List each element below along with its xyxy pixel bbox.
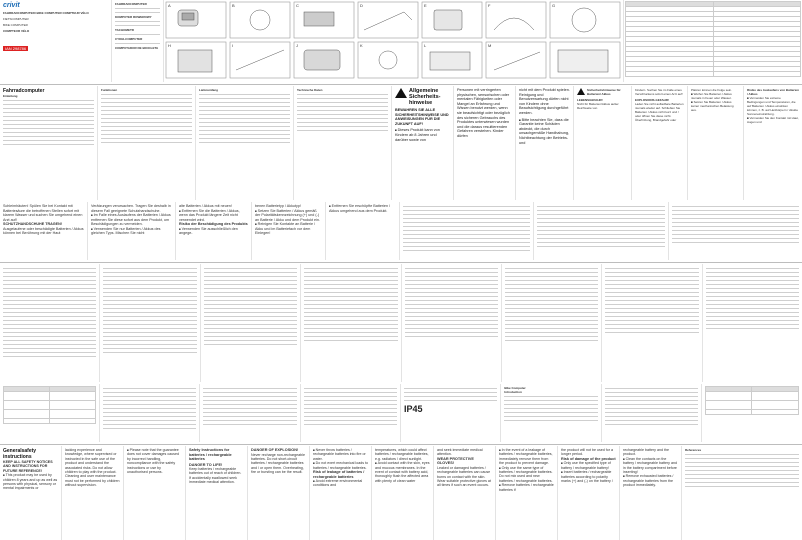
mid-col-7 [534, 202, 668, 260]
de-tech-heading: Technische Daten [297, 88, 323, 92]
cover-section-1: FIETSCOMPUTER [3, 17, 29, 21]
mid-col5: ■ Entfernen Sie erschöpfte Batterien / Akkus umgehend aus dem Produkt. [329, 204, 396, 213]
en-col-10 [558, 446, 620, 540]
mid-schutz-text: Ausgelaufene oder beschädigte Batterien / Akkus können bei Berührung mit der Haut [3, 226, 84, 235]
mid-col-2 [88, 202, 176, 260]
mid-col3c: ■ Verwenden Sie ausschließlich den angege- [179, 227, 248, 236]
fig-label-m: M [488, 43, 492, 48]
battery-risk-title: Risiko des Auslaufens von Batterien / Akkus [747, 88, 799, 96]
en-specified: ■ Only use the specified type of battery / rechargeable battery! [561, 461, 616, 470]
de-delivery-heading: Lieferumfang [199, 88, 219, 92]
spec-table [625, 1, 801, 77]
english-row [0, 446, 802, 540]
dense-col-8 [703, 264, 802, 382]
en-clean: ■ Clean the contacts on the battery / rechargeable battery and in the battery compartment before inserting! [623, 457, 678, 475]
figure-grid [164, 0, 624, 82]
en-avoid: ■ Avoid contact with the skin, eyes and mucous membranes. In the event of contact with battery acid, thoroughly flush the affected area with plenty of clean water [375, 461, 430, 483]
de-col-2 [98, 86, 196, 200]
fig-label-b: B [232, 3, 235, 8]
fig-label-l: L [424, 43, 427, 48]
en-general-bullet: ■ This product may be used by children 8 years and up as well as persons with physical, sensory or mental impairments or [3, 473, 58, 491]
mid-col4: benen Batterietyp / Akkutyp! [255, 204, 301, 208]
de-subheading: Einleitung [3, 94, 18, 98]
en-gloves: WEAR PROTECTIVE GLOVES! [437, 456, 474, 466]
trouble-table [3, 386, 96, 424]
mid-col-6 [400, 202, 534, 260]
en-col-1 [0, 446, 62, 540]
fig-label-k: K [360, 43, 363, 48]
spec-table-panel [624, 0, 802, 82]
tables-col-5 [401, 384, 501, 442]
tables-col-7 [602, 384, 702, 442]
trouble-table-panel [0, 384, 100, 442]
en-col-12 [682, 446, 802, 540]
dense-col-2 [100, 264, 200, 382]
en-leak-title: Risk of leakage of batteries / rechargeable batteries [313, 470, 365, 479]
en-col-4 [186, 446, 248, 540]
lang-item-4: CYKELCOMPUTER [115, 37, 143, 41]
fig-label-f: F [488, 3, 491, 8]
figures-area [164, 0, 624, 82]
dense-col-3 [201, 264, 301, 382]
en-safety-rech-title: Safety Instructions for batteries / rechargeable batteries [189, 448, 232, 461]
figure-row [0, 0, 802, 82]
en-col-8 [434, 446, 496, 540]
cover-panel [0, 0, 112, 82]
tables-row [0, 384, 802, 442]
en-explosion: DANGER OF EXPLOSION! [251, 448, 299, 452]
mid-col-1 [0, 202, 88, 260]
en-col-5 [248, 446, 310, 540]
battery-fire: ■ Werfen Sie Batterien / Akkus niemals in Feuer oder Wasser. [691, 92, 740, 100]
divider-2 [0, 262, 802, 263]
tables-col-3 [200, 384, 300, 442]
safety-title: Allgemeine Sicherheits-hinweise [409, 88, 441, 106]
german-top-row [0, 86, 802, 200]
divider-3 [0, 444, 802, 445]
dense-col-6 [502, 264, 602, 382]
en-leak-text: ■ Avoid extreme environmental conditions and [313, 479, 368, 488]
fig-label-i: I [232, 43, 234, 48]
dense-col-7 [602, 264, 702, 382]
safety-bullet: ■ Dieses Produkt kann von Kindern ab 8 Jahren und darüber sowie von [395, 128, 450, 142]
en-col-3 [124, 446, 186, 540]
de-col-4 [294, 86, 392, 200]
battery-warning-icon [577, 88, 585, 95]
de-col-3 [196, 86, 294, 200]
mid-col-8 [669, 202, 802, 260]
de-heading: Fahrradcomputer [3, 88, 45, 94]
trouble-table-2 [705, 386, 799, 415]
en-danger-life: DANGER TO LIFE! [189, 462, 223, 467]
de-col-11 [744, 86, 802, 200]
tables-col-6 [501, 384, 601, 442]
dense-col-1 [0, 264, 100, 382]
en-col-9 [496, 446, 558, 540]
battery-mech: ■ Setzen Sie Batterien / Akkus keiner mechanischen Belastung aus. [691, 100, 740, 112]
battery-kinder: Kindern. Suchen Sie im Falle eines Verschluckens sofort einen Arzt auf! [635, 88, 683, 96]
de-col-8 [574, 86, 632, 200]
mid-col4c: ■ Reinigen Sie Kontakte an Batterie / Akku und im Batteriefach vor dem Einlegen! [255, 222, 322, 236]
cover-section-2: BIKE COMPUTER [3, 23, 28, 27]
en-danger-life-text: Keep batteries / rechargeable batteries out of reach of children. If accidentally swallowed seek immediate medical attention. [189, 467, 242, 485]
en-general-title: Generalsafety instructions [3, 448, 37, 460]
de-col-10 [688, 86, 744, 200]
mid-col1-text: Schleimhäuten! Spülen Sie bei Kontakt mit Batteriesäure die betroffenen Stellen sofort mit klarem Wasser und suchen Sie umgehend einen Arzt auf! [3, 204, 83, 222]
en-col-2 [62, 446, 124, 540]
en-risk-damage: Risk of damage of the product [561, 456, 616, 461]
en-please: ■ Please note that the guarantee does not cover damages caused by incorrect handling, noncompliance with the safety instructions or use by unauthorised persons. [127, 448, 182, 474]
battery-danger-text: Nicht für Batterien/Akkus außer Reichweite von [577, 102, 619, 110]
bike-computer-title: Bike Computer [504, 386, 526, 390]
de-col-5 [392, 86, 454, 200]
en-temps: temperatures, which could affect batteries / rechargeable batteries, e.g. radiators / direct sunlight. [375, 448, 429, 461]
en-gloves-text: Leaked or damaged batteries / rechargeable batteries can cause burns on contact with the skin. Wear suitable protective gloves at all times if such an event occurs. [437, 465, 491, 488]
tables-col-4 [301, 384, 401, 442]
battery-risk-bullet: ■ Vermeiden Sie den Kontakt mit Haut, Augen und [747, 116, 799, 124]
mid-schutz: SCHUTZHANDSCHUHE TRAGEN! [3, 222, 62, 226]
en-col-6 [310, 446, 372, 540]
mid-col2b: ■ Im Falle eines Auslaufens der Batterien / Akkus entfernen Sie diese sofort aus dem Produkt, um Beschädigungen zu vermeiden. [91, 213, 172, 227]
battery-explosion: EXPLOSIONS-GEFAHR! [635, 98, 670, 102]
battery-risk-text: ■ Vermeiden Sie extreme Bedingungen und Temperaturen, die auf Batterien / Akkus einwirken können, z. B. auf Heizkörpern / direkte Sonneneinstrahlung. [747, 96, 799, 116]
de-col-7 [516, 86, 574, 200]
de-col-6 [454, 86, 516, 200]
cover-section-3: COMPTEUR VÉLO [3, 29, 30, 33]
en-col-7 [372, 446, 434, 540]
dense-col-4 [301, 264, 401, 382]
en-col-11 [620, 446, 682, 540]
fig-label-j: J [296, 43, 298, 48]
mid-col2-text: Verätzungen verursachen. Tragen Sie deshalb in diesem Fall geeignete Schutzhandschuhe. [91, 204, 171, 213]
dense-row [0, 264, 802, 382]
safety-continuation-2: nicht mit dem Produkt spielen. Reinigung und Benutzerwartung dürfen nicht von Kindern ohne Beaufsichtigung durchgeführt werden. [519, 88, 570, 115]
fig-label-c: C [296, 3, 299, 8]
fig-label-g: G [552, 3, 556, 8]
mid-col4b: ■ Setzen Sie Batterien / Akkus gemäß der Polaritätskennzeichnung (+) und (-) an Batterie / Akku und dem Produkt ein. [255, 209, 322, 223]
mid-col3b: ■ Entfernen Sie die Batterien / Akkus, wenn das Produkt längere Zeit nicht verwendet wird. [179, 209, 248, 223]
battery-danger: LEBENSGEFAHR! [577, 98, 603, 102]
german-mid-row [0, 202, 802, 260]
bike-computer-intro: Introduction [504, 390, 522, 394]
fig-label-h: H [168, 43, 171, 48]
safety-continuation: Personen mit verringerten physischen, sensorischen oder mentalen Fähigkeiten oder Mangel an Erfahrung und Wissen benutzt werden, wenn sie beaufsichtigt oder bezüglich des sicheren Gebrauchs des Produktes unterwiesen wurden und die daraus resultierenden Gefahren verstehen. Kinder dürfen [457, 88, 510, 138]
de-functions-heading: Funktionen [101, 88, 118, 92]
safety-caps: BEWAHREN SIE ALLE SICHERHEITSHINWEISE UND ANWEISUNGEN FÜR DIE ZUKUNFT AUF! [395, 108, 449, 126]
de-col-1 [0, 86, 98, 200]
en-remove: ■ Remove batteries / rechargeable batteries if [499, 483, 554, 492]
lang-item-5: COMPUTADOR DE BICICLETA [115, 46, 159, 50]
battery-title: Sicherheitshinweise für Batterien/ Akkus [587, 88, 621, 96]
fig-label-d: D [360, 3, 363, 8]
en-seek: and seek immediate medical attention. [437, 448, 483, 457]
de-col-9 [632, 86, 688, 200]
mid-col-4 [252, 202, 326, 260]
tables-col-2 [100, 384, 200, 442]
trouble-table-panel-2 [702, 384, 802, 442]
lang-item-3: TACHOMETR [115, 28, 134, 32]
en-references: References [685, 448, 702, 452]
cover-title: FAHRRADCOMPUTER/ BIKE COMPUTER COMPTEUR VÉLO [3, 11, 89, 15]
en-notused: the product will not be used for a longer period. [561, 448, 613, 457]
ip-rating: IP45 [403, 404, 423, 414]
cover-lang-list [112, 0, 164, 82]
mid-col3: alte Batterien / Akkus mit neuen! [179, 204, 232, 208]
battery-platzen: Platzen können die Folge sein. [691, 88, 733, 92]
fig-label-e: E [424, 3, 427, 8]
en-insert: ■ Insert batteries / rechargeable batteries according to polarity marks (+) and (-) on the battery / [561, 470, 616, 483]
article-number: IAN 298786 [5, 46, 27, 51]
divider-1 [0, 84, 802, 85]
en-only: ■ Only use the same type of batteries / rechargeable batteries. Do not mix used and new batteries / rechargeable batteries. [499, 466, 554, 484]
mid-col-5 [326, 202, 400, 260]
fig-label-a: A [168, 3, 171, 8]
brand-logo: crivit [3, 2, 20, 9]
dense-col-5 [402, 264, 502, 382]
mid-col3-title: Risiko der Beschädigung des Produkts [179, 222, 248, 226]
lang-item-1: FAHRRADCOMPUTER [115, 2, 147, 6]
en-general-caps: KEEP ALL SAFETY NOTICES AND INSTRUCTIONS FOR FUTURE REFERENCE! [3, 460, 53, 473]
en-lacking: lacking experience and knowledge, where supervised or instructed in the safe use of the product and understand the associated risks. Do not allow children to play with the product. Cleaning and user maintenance must not be performed by children without supervision. [65, 448, 120, 488]
mid-col2c: ■ Verwenden Sie nur Batterien / Akkus des gleichen Typs. Mischen Sie nicht [91, 227, 172, 236]
en-explosion-text: Never recharge non-rechargeable batteries. Do not short-circuit batteries / rechargeable batteries and / or open them. Overheating, fire or bursting can be the result. [251, 452, 305, 475]
lang-item-2: KOMPUTER ROWEROWY [115, 15, 152, 19]
battery-explosion-text: Laden Sie nicht aufladbare Batterien niemals wieder auf. Schließen Sie Batterien / Akkus nicht kurz und / oder öffnen Sie diese nicht. Überhitzung, Brandgefahr oder [635, 102, 684, 122]
mid-col-3 [176, 202, 252, 260]
safety-bullet-2: ■ Bitte beachten Sie, dass die Garantie keine Schäden abdeckt, die durch unsachgemäße Handhabung, Nichtbeachtung der Betriebs- und [519, 118, 570, 146]
en-remove2: ■ Remove exhausted batteries / rechargeable batteries from the product immediately. [623, 474, 678, 487]
warning-triangle-icon [395, 88, 407, 98]
en-event: ■ In the event of a leakage of batteries / rechargeable batteries, immediately remove them from the product to prevent damage. [499, 448, 554, 466]
en-never: ■ Never throw batteries / rechargeable batteries into fire or water. [313, 448, 368, 461]
en-rech: rechargeable battery and the product. [623, 448, 669, 457]
en-mech: ■ Do not exert mechanical loads to batteries / rechargeable batteries. [313, 461, 368, 470]
